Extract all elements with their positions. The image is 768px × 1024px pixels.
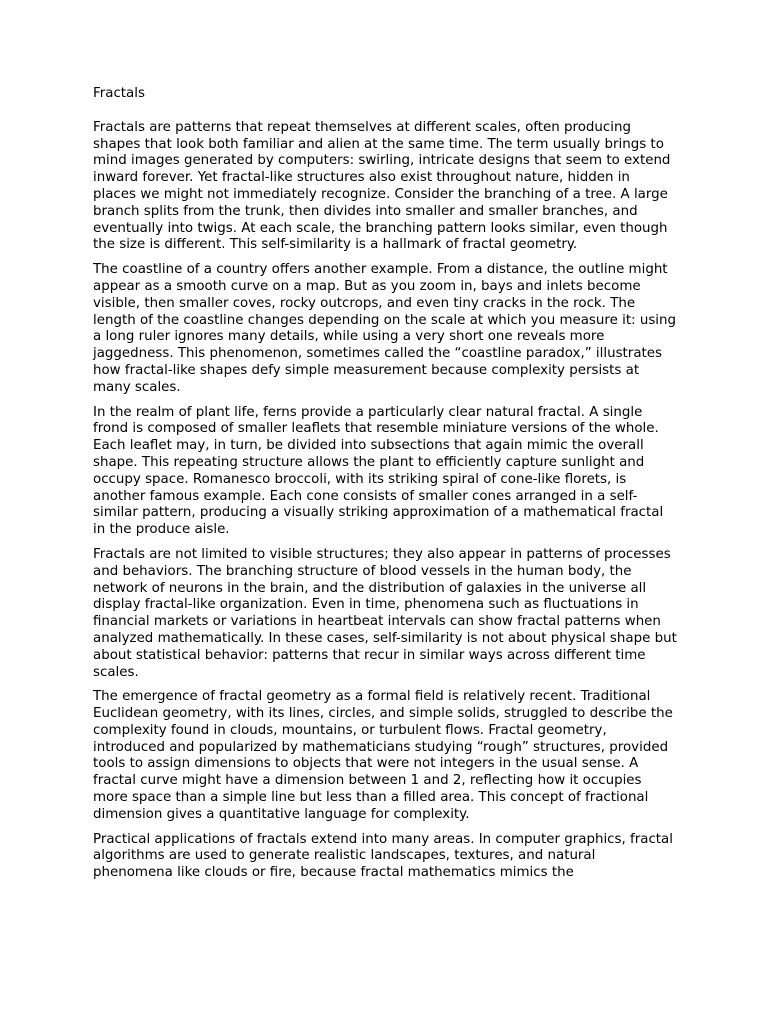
paragraph-2: The coastline of a country offers another example. From a distance, the outline might appear as a smooth curve on a map. But as you zoom in, bays and inlets become visible, then smaller coves, rocky outcrops, and even tiny cracks in the rock. The length of the coastline changes depending on the scale at which you measure it: using a long ruler ignores many details, while using a very short one reveals more jaggedness. This phenomenon, sometimes called the “coastline paradox,” illustrates how fractal-like shapes defy simple measurement because complexity persists at many scales. (93, 262, 677, 395)
paragraph-6: Practical applications of fractals extend into many areas. In computer graphics, fractal algorithms are used to generate realistic landscapes, textures, and natural phenomena like clouds or fire, because fractal mathematics mimics the (93, 831, 673, 881)
document-body (93, 86, 677, 890)
paragraph-3: In the realm of plant life, ferns provide a particularly clear natural fractal. A single frond is composed of smaller leaflets that resemble miniature versions of the whole. Each leaflet may, in turn, be divided into subsections that again mimic the overall shape. This repeating structure allows the plant to efficiently capture sunlight and occupy space. Romanesco broccoli, with its striking spiral of cone-like florets, is another famous example. Each cone consists of smaller cones arranged in a self-similar pattern, producing a visually striking approximation of a mathematical fractal in the produce aisle. (93, 404, 664, 538)
document-title: Fractals (93, 86, 145, 101)
paragraph-5: The emergence of fractal geometry as a formal field is relatively recent. Traditional Euclidean geometry, with its lines, circles, and simple solids, struggled to describe the complexity found in clouds, mountains, or turbulent flows. Fractal geometry, introduced and popularized by mathematicians studying “rough” structures, provided tools to assign dimensions to objects that were not integers in the usual sense. A fractal curve might have a dimension between 1 and 2, reflecting how it occupies more space than a simple line but less than a filled area. This concept of fractional dimension gives a quantitative language for complexity. (93, 689, 673, 822)
paragraph-4: Fractals are not limited to visible structures; they also appear in patterns of processes and behaviors. The branching structure of blood vessels in the human body, the network of neurons in the brain, and the distribution of galaxies in the universe all display fractal-like organization. Even in time, phenomena such as fluctuations in financial markets or variations in heartbeat intervals can show fractal patterns when analyzed mathematically. In these cases, self-similarity is not about physical shape but about statistical behavior: patterns that recur in similar ways across different time scales. (93, 546, 677, 680)
paragraph-1: Fractals are patterns that repeat themselves at different scales, often producing shapes that look both familiar and alien at the same time. The term usually brings to mind images generated by computers: swirling, intricate designs that seem to extend inward forever. Yet fractal-like structures also exist throughout nature, hidden in places we might not immediately recognize. Consider the branching of a tree. A large branch splits from the trunk, then divides into smaller and smaller branches, and eventually into twigs. At each scale, the branching pattern looks similar, even though the size is different. This self-similarity is a hallmark of fractal geometry. (93, 119, 671, 253)
